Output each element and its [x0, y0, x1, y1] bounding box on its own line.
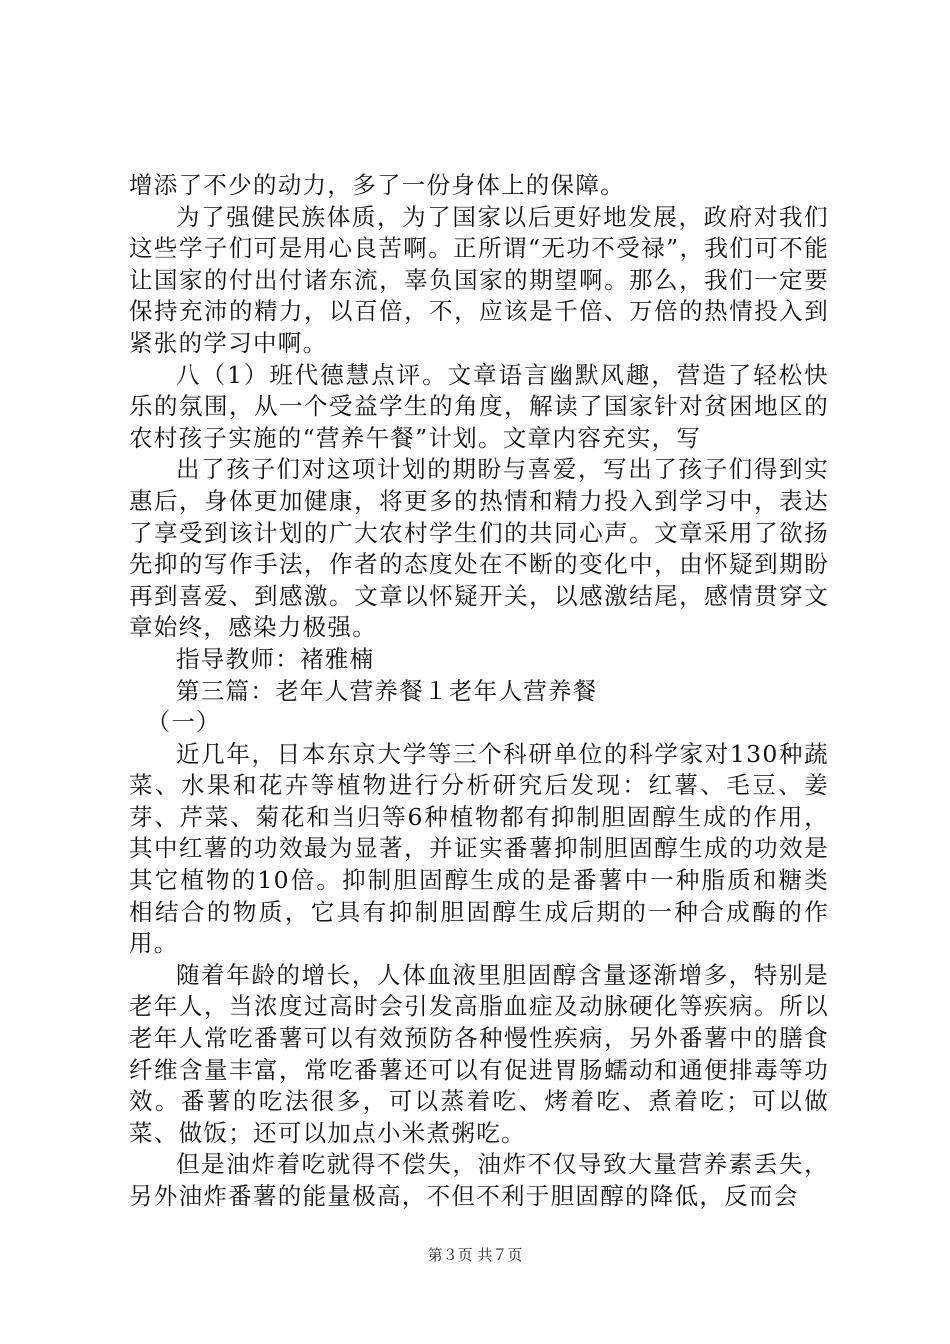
- paragraph-7: 但是油炸着吃就得不偿失，油炸不仅导致大量营养素丢失，另外油炸番薯的能量极高，不但不利于胆固醇的降低，反而会: [129, 1150, 829, 1210]
- page-footer: 第３页 共７页: [427, 1246, 523, 1264]
- section-heading: 第三篇：老年人营养餐１老年人营养餐: [176, 676, 598, 705]
- paragraph-6: 随着年龄的增长，人体血液里胆固醇含量逐渐增多，特别是老年人，当浓度过高时会引发高脂血症及动脉硬化等疾病。所以老年人常吃番薯可以有效预防各种慢性疾病，另外番薯中的膳食纤维含量丰富，常吃番薯还可以有促进胃肠蠕动和通便排毒等功效。番薯的吃法很多，可以蒸着吃、烤着吃、煮着吃；可以做菜、做饭；还可以加点小米煮粥吃。: [129, 960, 829, 1147]
- paragraph-3: 八（1）班代德慧点评。文章语言幽默风趣，营造了轻松快乐的氛围，从一个受益学生的角度，解读了国家针对贫困地区的农村孩子实施的“营养午餐”计划。文章内容充实，写: [129, 360, 829, 452]
- document-body: [129, 170, 829, 1213]
- paragraph-4: 出了孩子们对这项计划的期盼与喜爱，写出了孩子们得到实惠后，身体更加健康，将更多的热情和精力投入到学习中，表达了享受到该计划的广大农村学生们的共同心声。文章采用了欲扬先抑的写作手法，作者的态度处在不断的变化中，由怀疑到期盼再到喜爱、到感激。文章以怀疑开关，以感激结尾，感情贯穿文章始终，感染力极强。: [129, 455, 829, 642]
- paragraph-1: 增添了不少的动力，多了一份身体上的保障。: [129, 171, 625, 199]
- advisor-line: 指导教师：褚雅楠: [176, 644, 375, 673]
- paragraph-5: 近几年，日本东京大学等三个科研单位的科学家对130种蔬菜、水果和花卉等植物进行分析研究后发现：红薯、毛豆、姜芽、芹菜、菊花和当归等6种植物都有抑制胆固醇生成的作用，其中红薯的功效最为显著，并证实番薯抑制胆固醇生成的功效是其它植物的10倍。抑制胆固醇生成的是番薯中一种脂质和糖类相结合的物质，它具有抑制胆固醇生成后期的一种合成酶的作用。: [129, 739, 829, 958]
- subsection-heading: （一）: [129, 708, 221, 737]
- paragraph-2: 为了强健民族体质，为了国家以后更好地发展，政府对我们这些学子们可是用心良苦啊。正所谓“无功不受禄”，我们可不能让国家的付出付诸东流，辜负国家的期望啊。那么，我们一定要保持充沛的精力，以百倍，不，应该是千倍、万倍的热情投入到紧张的学习中啊。: [129, 202, 829, 357]
